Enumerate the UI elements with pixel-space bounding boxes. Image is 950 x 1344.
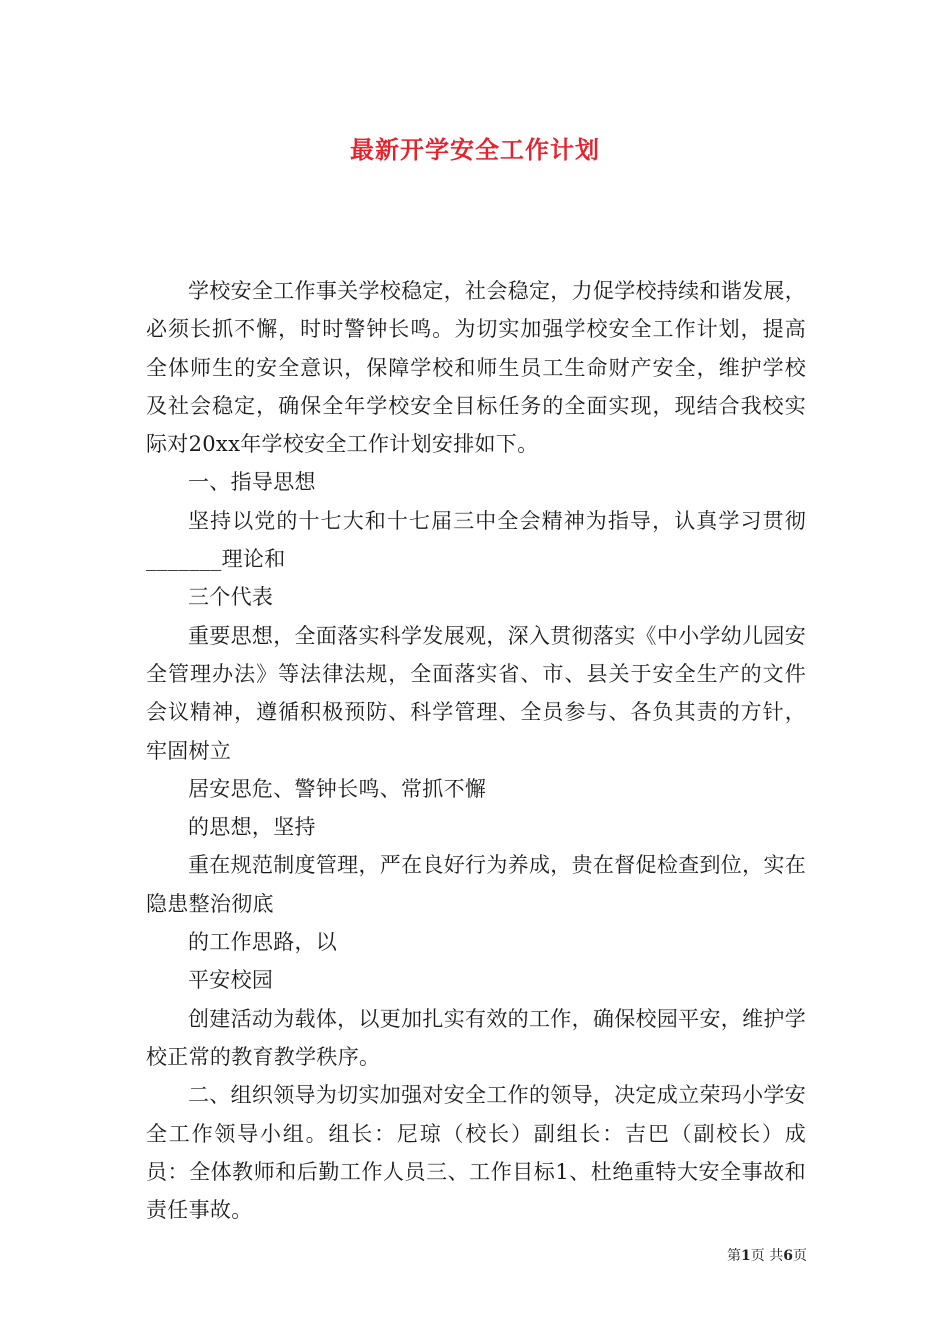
page-number-footer bbox=[0, 1247, 807, 1265]
paragraph: 坚持以党的十七大和十七届三中全会精神为指导，认真学习贯彻_______理论和 bbox=[146, 508, 806, 572]
paragraph: 平安校园 bbox=[188, 968, 274, 993]
paragraph: 创建活动为载体，以更加扎实有效的工作，确保校园平安，维护学校正常的教育教学秩序。 bbox=[146, 1006, 806, 1069]
paragraph: 重在规范制度管理，严在良好行为养成，贵在督促检查到位，实在隐患整治彻底 bbox=[146, 853, 806, 916]
paragraph: 三个代表 bbox=[188, 585, 274, 610]
paragraph: 的工作思路，以 bbox=[188, 930, 338, 955]
paragraph: 的思想，坚持 bbox=[188, 815, 316, 840]
paragraph-organization: 二、组织领导为切实加强对安全工作的领导，决定成立荣玛小学安全工作领导小组。组长：尼琼（校长）副组长：吉巴（副校长）成员：全体教师和后勤工作人员三、工作目标1、杜绝重特大安全事故和责任事故。 bbox=[146, 1083, 806, 1223]
footer-suffix: 页 bbox=[793, 1248, 807, 1264]
current-page-number: 1 bbox=[741, 1248, 751, 1264]
paragraph: 居安思危、警钟长鸣、常抓不懈 bbox=[188, 776, 487, 801]
paragraph-intro: 学校安全工作事关学校稳定，社会稳定，力促学校持续和谐发展，必须长抓不懈，时时警钟长鸣。为切实加强学校安全工作计划，提高全体师生的安全意识，保障学校和师生员工生命财产安全，维护学校及社会稳定，确保全年学校安全目标任务的全面实现，现结合我校实际对20xx年学校安全工作计划安排如下。 bbox=[146, 279, 806, 457]
document-body bbox=[146, 272, 806, 1229]
paragraph: 重要思想，全面落实科学发展观，深入贯彻落实《中小学幼儿园安全管理办法》等法律法规，全面落实省、市、县关于安全生产的文件会议精神，遵循积极预防、科学管理、全员参与、各负其责的方针，牢固树立 bbox=[146, 623, 806, 763]
footer-prefix: 第 bbox=[727, 1248, 742, 1264]
section-heading-guiding-ideology: 一、指导思想 bbox=[188, 470, 316, 495]
footer-middle: 页 共 bbox=[750, 1248, 784, 1264]
document-title: 最新开学安全工作计划 bbox=[350, 136, 600, 164]
total-pages-number: 6 bbox=[783, 1248, 793, 1264]
